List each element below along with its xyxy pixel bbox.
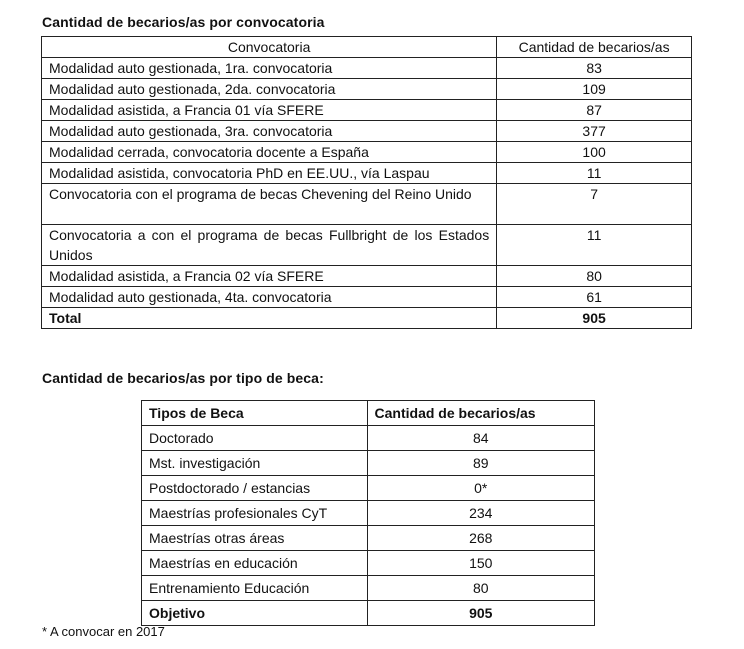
table-row: [42, 287, 692, 308]
row-value: 377: [497, 121, 692, 142]
row-label: Modalidad auto gestionada, 4ta. convocatoria: [42, 287, 497, 308]
table-row: [142, 426, 595, 451]
row-label: Mst. investigación: [142, 451, 368, 476]
row-value: 268: [367, 526, 594, 551]
row-label: Postdoctorado / estancias: [142, 476, 368, 501]
table-row: [42, 79, 692, 100]
column-header-cantidad: Cantidad de becarios/as: [367, 401, 594, 426]
row-value: 109: [497, 79, 692, 100]
row-value: 11: [497, 225, 692, 266]
row-label: Maestrías profesionales CyT: [142, 501, 368, 526]
row-value: 7: [497, 184, 692, 225]
row-label: Modalidad asistida, a Francia 02 vía SFERE: [42, 266, 497, 287]
row-value: 11: [497, 163, 692, 184]
table-row: [42, 266, 692, 287]
table2-title: Cantidad de becarios/as por tipo de beca:: [42, 370, 324, 386]
total-label: Total: [42, 308, 497, 329]
table-header-row: [42, 37, 692, 58]
table-row: [42, 58, 692, 79]
table-row: [42, 163, 692, 184]
row-label: Convocatoria a con el programa de becas Fullbright de los Estados Unidos: [42, 225, 497, 266]
row-label: Modalidad auto gestionada, 1ra. convocatoria: [42, 58, 497, 79]
footnote: * A convocar en 2017: [42, 624, 165, 639]
tipo-beca-table: [141, 400, 595, 626]
row-value: 80: [497, 266, 692, 287]
table-row: [42, 100, 692, 121]
total-value: 905: [367, 601, 594, 626]
row-label: Modalidad cerrada, convocatoria docente a España: [42, 142, 497, 163]
row-label: Maestrías otras áreas: [142, 526, 368, 551]
total-row: [42, 308, 692, 329]
row-value: 100: [497, 142, 692, 163]
total-value: 905: [497, 308, 692, 329]
table-row: [42, 142, 692, 163]
table-row: [142, 576, 595, 601]
row-value: 61: [497, 287, 692, 308]
row-value: 84: [367, 426, 594, 451]
row-label: Modalidad asistida, a Francia 01 vía SFERE: [42, 100, 497, 121]
table-row: [42, 184, 692, 225]
table-row: [42, 225, 692, 266]
row-label: Entrenamiento Educación: [142, 576, 368, 601]
row-label: Doctorado: [142, 426, 368, 451]
table-row: [142, 551, 595, 576]
table-row: [142, 476, 595, 501]
row-label: Modalidad asistida, convocatoria PhD en EE.UU., vía Laspau: [42, 163, 497, 184]
table-row: [42, 121, 692, 142]
row-value: 150: [367, 551, 594, 576]
column-header-tipos: Tipos de Beca: [142, 401, 368, 426]
row-value: 0*: [367, 476, 594, 501]
table-row: [142, 526, 595, 551]
row-value: 83: [497, 58, 692, 79]
row-label: Convocatoria con el programa de becas Chevening del Reino Unido: [42, 184, 497, 225]
column-header-convocatoria: Convocatoria: [42, 37, 497, 58]
table-header-row: [142, 401, 595, 426]
row-value: 234: [367, 501, 594, 526]
row-label: Modalidad auto gestionada, 3ra. convocatoria: [42, 121, 497, 142]
row-label: Maestrías en educación: [142, 551, 368, 576]
total-label: Objetivo: [142, 601, 368, 626]
row-label: Modalidad auto gestionada, 2da. convocatoria: [42, 79, 497, 100]
table1-title: Cantidad de becarios/as por convocatoria: [42, 14, 325, 30]
table-row: [142, 501, 595, 526]
row-value: 87: [497, 100, 692, 121]
row-value: 80: [367, 576, 594, 601]
convocatoria-table: [41, 36, 692, 329]
row-value: 89: [367, 451, 594, 476]
table-row: [142, 451, 595, 476]
column-header-cantidad: Cantidad de becarios/as: [497, 37, 692, 58]
total-row: [142, 601, 595, 626]
